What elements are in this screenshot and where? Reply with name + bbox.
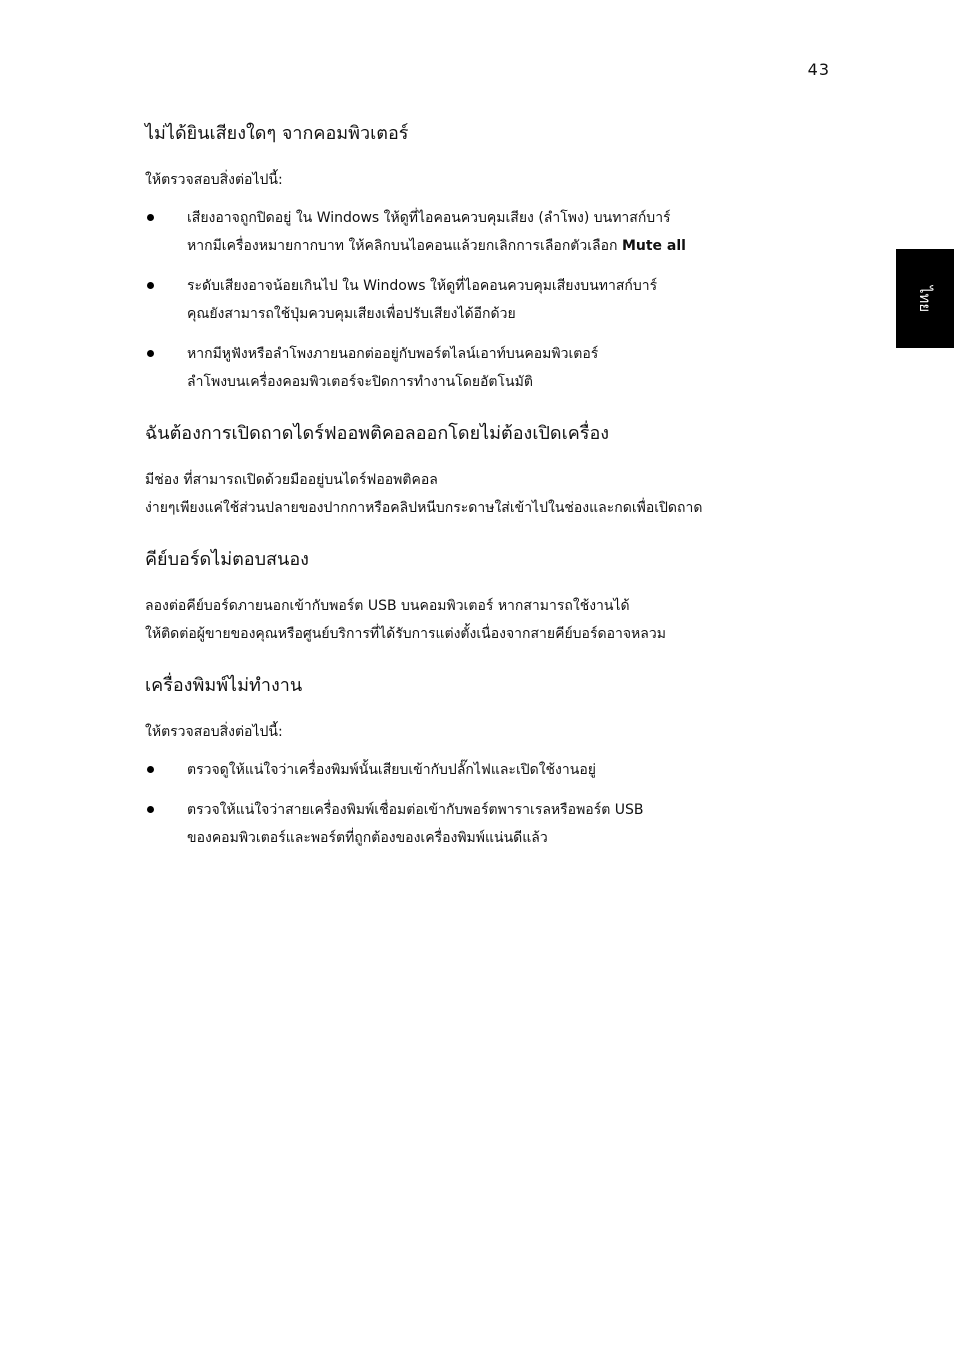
bullet-icon <box>147 766 154 773</box>
list-item-line: เสียงอาจถูกปิดอยู่ ใน Windows ให้ดูที่ไอคอนควบคุมเสียง (ลำโพง) บนทาสก์บาร์ <box>187 210 671 226</box>
list-item-line: ตรวจให้แน่ใจว่าสายเครื่องพิมพ์เชื่อมต่อเข้ากับพอร์ตพาราเรลหรือพอร์ต USB <box>187 802 644 818</box>
bullet-icon <box>147 214 154 221</box>
bullet-list <box>145 204 845 396</box>
list-item <box>145 272 845 328</box>
list-item <box>145 204 845 260</box>
bullet-icon <box>147 806 154 813</box>
section-heading: ฉันต้องการเปิดถาดไดร์ฟออพติคอลออกโดยไม่ต้องเปิดเครื่อง <box>145 423 610 444</box>
section-keyboard <box>145 546 845 648</box>
list-item-line: ลำโพงบนเครื่องคอมพิวเตอร์จะปิดการทำงานโดยอัตโนมัติ <box>187 374 533 390</box>
language-tab <box>896 249 954 348</box>
document-body <box>145 120 845 876</box>
paragraph-line: ลองต่อคีย์บอร์ดภายนอกเข้ากับพอร์ต USB บนคอมพิวเตอร์ หากสามารถใช้งานได้ <box>145 598 630 614</box>
list-item-line: ระดับเสียงอาจน้อยเกินไป ใน Windows ให้ดูที่ไอคอนควบคุมเสียงบนทาสก์บาร์ <box>187 278 658 294</box>
section-intro: ให้ตรวจสอบสิ่งต่อไปนี้: <box>145 724 283 740</box>
list-item <box>145 796 845 852</box>
list-item-line: คุณยังสามารถใช้ปุ่มควบคุมเสียงเพื่อปรับเสียงได้อีกด้วย <box>187 306 516 322</box>
section-intro: ให้ตรวจสอบสิ่งต่อไปนี้: <box>145 172 283 188</box>
section-optical-tray <box>145 420 845 522</box>
mute-all-option: Mute all <box>621 238 686 254</box>
bullet-icon <box>147 282 154 289</box>
section-heading: ไม่ได้ยินเสียงใดๆ จากคอมพิวเตอร์ <box>145 123 409 144</box>
bullet-icon <box>147 350 154 357</box>
section-no-sound <box>145 120 845 396</box>
list-item-line: ของคอมพิวเตอร์และพอร์ตที่ถูกต้องของเครื่องพิมพ์แน่นดีแล้ว <box>187 830 548 846</box>
section-heading: เครื่องพิมพ์ไม่ทำงาน <box>145 675 303 696</box>
list-item-line <box>187 232 845 260</box>
language-tab-label: ไทย <box>916 285 934 312</box>
list-item-line: หากมีหูฟังหรือลำโพงภายนอกต่ออยู่กับพอร์ตไลน์เอาท์บนคอมพิวเตอร์ <box>187 346 599 362</box>
section-heading: คีย์บอร์ดไม่ตอบสนอง <box>145 549 309 570</box>
list-item <box>145 340 845 396</box>
paragraph-line: ให้ติดต่อผู้ขายของคุณหรือศูนย์บริการที่ได้รับการแต่งตั้งเนื่องจากสายคีย์บอร์ดอาจหลวม <box>145 626 666 642</box>
list-item <box>145 756 845 784</box>
list-item-line: ตรวจดูให้แน่ใจว่าเครื่องพิมพ์นั้นเสียบเข้ากับปลั๊กไฟและเปิดใช้งานอยู่ <box>187 762 596 778</box>
paragraph-line: ง่ายๆเพียงแค่ใช้ส่วนปลายของปากกาหรือคลิปหนีบกระดาษใส่เข้าไปในช่องและกดเพื่อเปิดถาด <box>145 500 703 516</box>
bullet-list <box>145 756 845 852</box>
section-printer <box>145 672 845 852</box>
section-paragraph <box>145 592 845 648</box>
section-paragraph <box>145 466 845 522</box>
paragraph-line: มีช่อง ที่สามารถเปิดด้วยมืออยู่บนไดร์ฟออพติคอล <box>145 472 438 488</box>
list-item-text: หากมีเครื่องหมายกากบาท ให้คลิกบนไอคอนแล้วยกเลิกการเลือกตัวเลือก <box>187 238 622 254</box>
page-number: 43 <box>807 60 830 79</box>
